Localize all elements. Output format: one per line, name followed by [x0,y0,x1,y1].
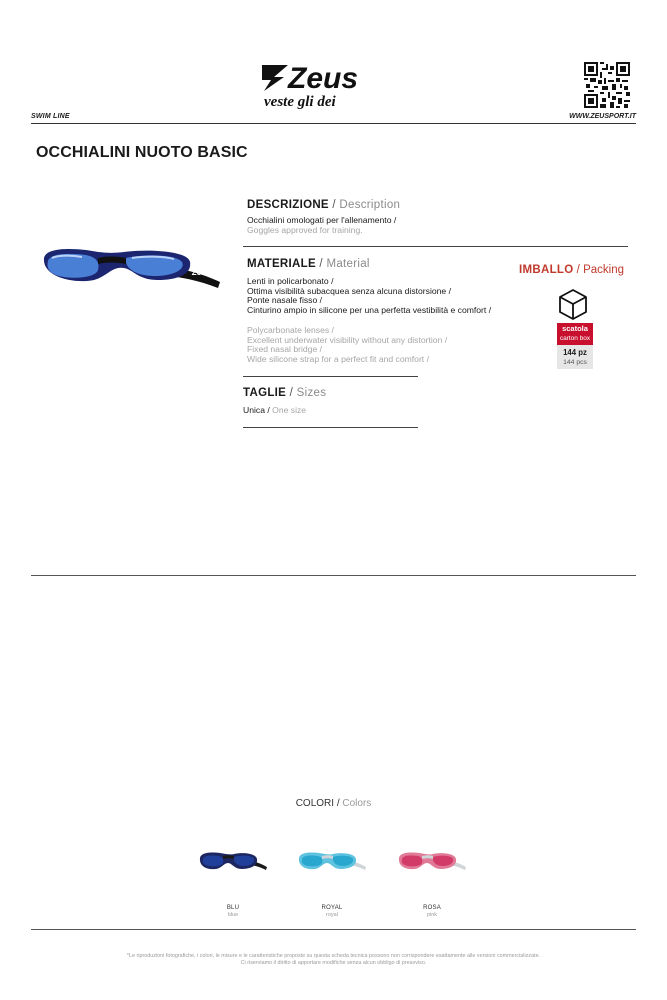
zeus-logo [258,58,410,110]
disclaimer-line: Ci riserviamo il diritto di apportare modifiche senza alcun obbligo di preavviso. [240,960,427,966]
carton-box-icon [556,287,590,321]
color-name-it: BLU [226,905,240,911]
material-line-it: Ponte nasale fisso / [247,295,323,306]
material-line-en: Excellent underwater visibility without any distortion / [247,334,448,345]
colors-heading: COLORI / Colors [295,798,372,809]
color-label-blu [198,904,268,919]
material-line-en: Wide silicone strap for a perfect fit and comfort / [247,353,429,364]
packing-heading-it: IMBALLO [519,264,574,276]
sizes-heading-it: TAGLIE [243,387,287,399]
description-divider [243,246,628,247]
content-divider [31,575,636,576]
goggles-swatch-graphic [198,846,268,878]
footer-divider [31,929,636,930]
packing-qty-it: 144 pz [563,348,587,357]
material-line-it: Lenti in policarbonato / [247,276,334,286]
color-swatch-royal[interactable] [297,846,367,878]
product-line-label: SWIM LINE [31,113,70,120]
material-line-en: Polycarbonate lenses / [247,325,334,335]
goggles-product-image [38,244,224,294]
material-list-it [247,277,491,315]
sizes-heading-en: Sizes [296,387,327,399]
description-text-en: Goggles approved for training. [247,225,363,235]
description-heading-en: Description [339,199,401,211]
material-heading: MATERIALE / Material [247,258,370,270]
header-divider [31,123,636,124]
packing-qty-en: 144 pcs [563,359,587,366]
goggles-swatch-part [302,855,323,866]
goggles-swatch-graphic [297,846,367,878]
color-label-royal [297,904,367,919]
material-list-en [247,326,447,364]
strap-imprint: Zeus [192,268,211,277]
sizes-heading: TAGLIE / Sizes [243,387,327,399]
material-heading-en: Material [326,258,370,270]
material-line-it: Ottima visibilità subacquea senza alcuna distorsione / [247,285,451,296]
colors-heading-it: COLORI [295,798,335,809]
description-heading: DESCRIZIONE / Description [247,199,401,211]
packing-heading-en: Packing [583,264,624,276]
packing-heading: IMBALLO / Packing [519,264,624,276]
disclaimer [0,953,667,967]
sizes-value: Unica / One size [243,405,307,415]
brand-tagline: veste gli dei [264,94,336,110]
color-name-en: royal [326,912,338,918]
material-divider [243,376,418,377]
goggles-swatch-part [402,855,423,866]
packing-type-badge [557,323,593,345]
size-value-it: Unica [243,405,265,415]
description-heading-it: DESCRIZIONE [247,199,329,211]
colors-heading-en: Colors [342,798,372,809]
color-swatch-rosa[interactable] [397,846,467,878]
website-link[interactable]: WWW.ZEUSPORT.IT [569,113,636,120]
disclaimer-line: *Le riproduzioni fotografiche, i colori, le misure e le caratteristiche proposte su questa scheda tecnica possono non corrispondere esattamente alle versioni commercializzate. [126,953,541,959]
description-text-it: Occhialini omologati per l'allenamento / [247,215,397,225]
brand-name: Zeus [288,62,359,95]
color-name-it: ROSA [423,905,441,911]
color-name-it: ROYAL [321,905,343,911]
color-label-rosa [397,904,467,919]
color-swatch-blu[interactable] [198,846,268,878]
packing-type-en: carton box [559,335,591,342]
color-name-en: pink [426,912,438,918]
material-line-it: Cinturino ampio in silicone per una perfetta vestibilità e comfort / [247,304,492,315]
size-value-en: One size [272,405,307,415]
goggles-swatch-part [203,855,224,866]
color-name-en: blue [227,912,239,918]
goggles-swatch-graphic [397,846,467,878]
material-heading-it: MATERIALE [247,258,316,270]
packing-quantity-badge [557,345,593,369]
qr-code [584,62,630,108]
packing-type-it: scatola [562,324,588,333]
product-title: OCCHIALINI NUOTO BASIC [36,144,248,161]
sizes-divider [243,427,418,428]
material-line-en: Fixed nasal bridge / [247,344,322,355]
